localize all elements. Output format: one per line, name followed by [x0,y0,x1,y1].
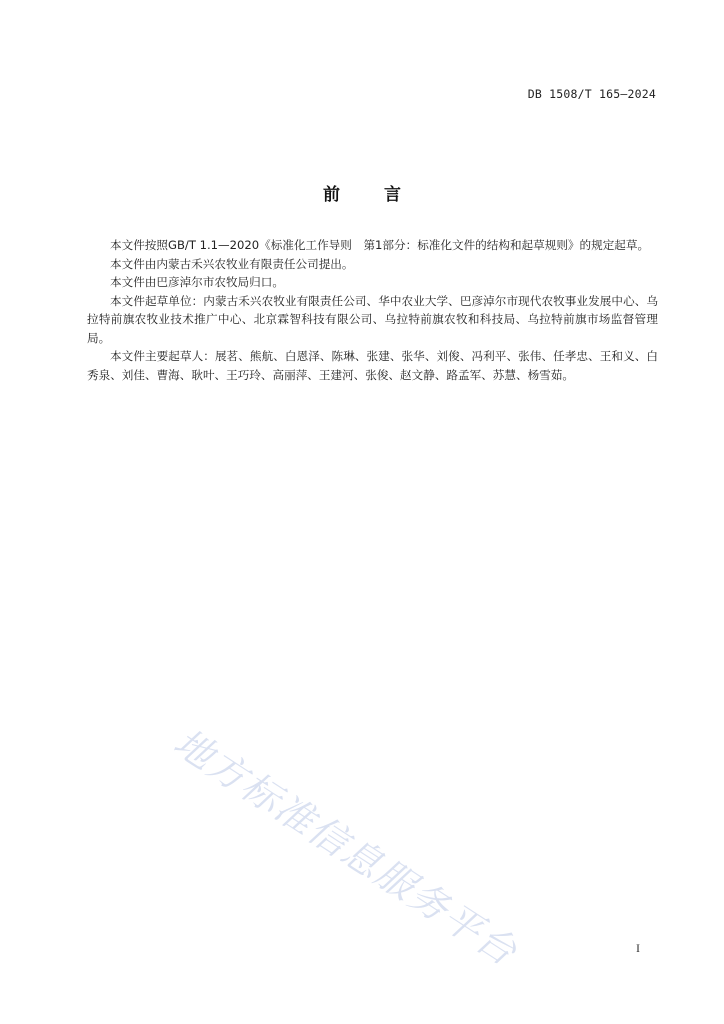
paragraph-drafting-rules: 本文件按照GB/T 1.1—2020《标准化工作导则 第1部分：标准化文件的结构和起草规则》的规定起草。 [110,238,650,252]
paragraph-drafters: 本文件主要起草人：展茗、熊航、白恩泽、陈琳、张建、张华、刘俊、冯利平、张伟、任孝忠、王和义、白秀泉、刘佳、曹海、耿叶、王巧玲、高丽萍、王建河、张俊、赵文静、路孟军、苏慧、杨雪茹。 [87,349,658,382]
page-number: I [636,941,640,955]
paragraph-proposer: 本文件由内蒙古禾兴农牧业有限责任公司提出。 [110,256,354,271]
title-char-left: 前 [323,185,340,205]
section-title [0,180,724,205]
foreword-body [87,236,658,384]
document-code: DB 1508/T 165—2024 [527,87,656,101]
paragraph-drafting-units: 本文件起草单位：内蒙古禾兴农牧业有限责任公司、华中农业大学、巴彦淖尔市现代农牧事业发展中心、乌拉特前旗农牧业技术推广中心、北京霖智科技有限公司、乌拉特前旗农牧和科技局、乌拉特前旗市场监督管理局。 [87,293,658,345]
paragraph-administrator: 本文件由巴彦淖尔市农牧局归口。 [110,275,284,289]
watermark: 地方标准信息服务平台 [166,719,526,975]
title-char-right: 言 [384,185,401,205]
